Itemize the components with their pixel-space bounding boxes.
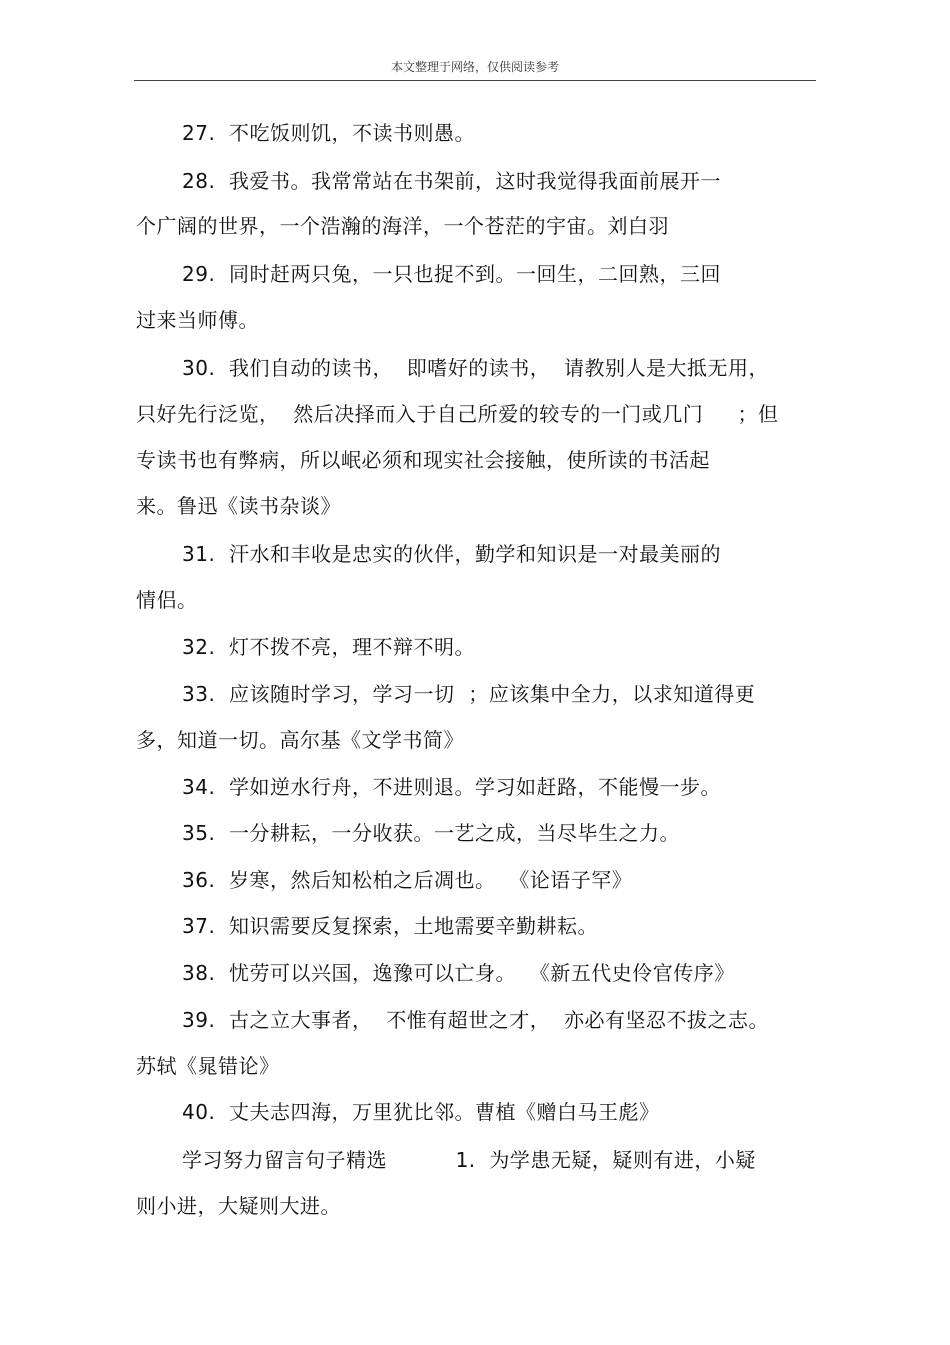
text-line: 则小进，大疑则大进。	[136, 1194, 341, 1218]
text-line: 过来当师傅。	[136, 308, 259, 332]
text-line: 36. 岁寒，然后知松柏之后凋也。 《论语子罕》	[182, 868, 633, 892]
text-line: 32. 灯不拨不亮，理不辩不明。	[182, 635, 476, 659]
text-line: 苏轼《晁错论》	[136, 1054, 280, 1078]
page-header-note: 本文整理于网络，仅供阅读参考	[390, 60, 559, 74]
text-line: 多，知道一切。高尔基《文学书简》	[136, 728, 464, 752]
text-line: 40. 丈夫志四海，万里犹比邻。曹植《赠白马王彪》	[182, 1100, 660, 1124]
text-line: 学习努力留言句子精选 1. 为学患无疑，疑则有进，小疑	[182, 1148, 756, 1172]
text-line: 38. 忧劳可以兴国，逸豫可以亡身。 《新五代史伶官传序》	[182, 961, 735, 985]
text-line: 34. 学如逆水行舟，不进则退。学习如赶路，不能慢一步。	[182, 775, 722, 799]
text-line: 专读书也有弊病，所以岷必须和现实社会接触，使所读的书活起	[136, 448, 710, 472]
text-line: 情侣。	[136, 588, 198, 612]
text-line: 30. 我们自动的读书， 即嗜好的读书， 请教别人是大抵无用，	[182, 356, 769, 380]
text-line: 29. 同时赶两只兔，一只也捉不到。一回生，二回熟，三回	[182, 262, 722, 286]
text-line: 个广阔的世界，一个浩瀚的海洋，一个苍茫的宇宙。刘白羽	[136, 214, 669, 238]
text-line: 31. 汗水和丰收是忠实的伙伴，勤学和知识是一对最美丽的	[182, 542, 722, 566]
header-divider	[134, 80, 816, 81]
text-line: 33. 应该随时学习，学习一切 ；应该集中全力，以求知道得更	[182, 682, 756, 706]
text-line: 37. 知识需要反复探索，土地需要辛勤耕耘。	[182, 914, 599, 938]
text-line: 35. 一分耕耘，一分收获。一艺之成，当尽毕生之力。	[182, 821, 681, 845]
text-line: 27. 不吃饭则饥，不读书则愚。	[182, 121, 476, 145]
text-line: 39. 古之立大事者， 不惟有超世之才， 亦必有坚忍不拔之志。	[182, 1008, 769, 1032]
text-line: 28. 我爱书。我常常站在书架前，这时我觉得我面前展开一	[182, 169, 722, 193]
text-line: 来。鲁迅《读书杂谈》	[136, 494, 341, 518]
text-line: 只好先行泛览， 然后决择而入于自己所爱的较专的一门或几门 ；但	[136, 402, 779, 426]
